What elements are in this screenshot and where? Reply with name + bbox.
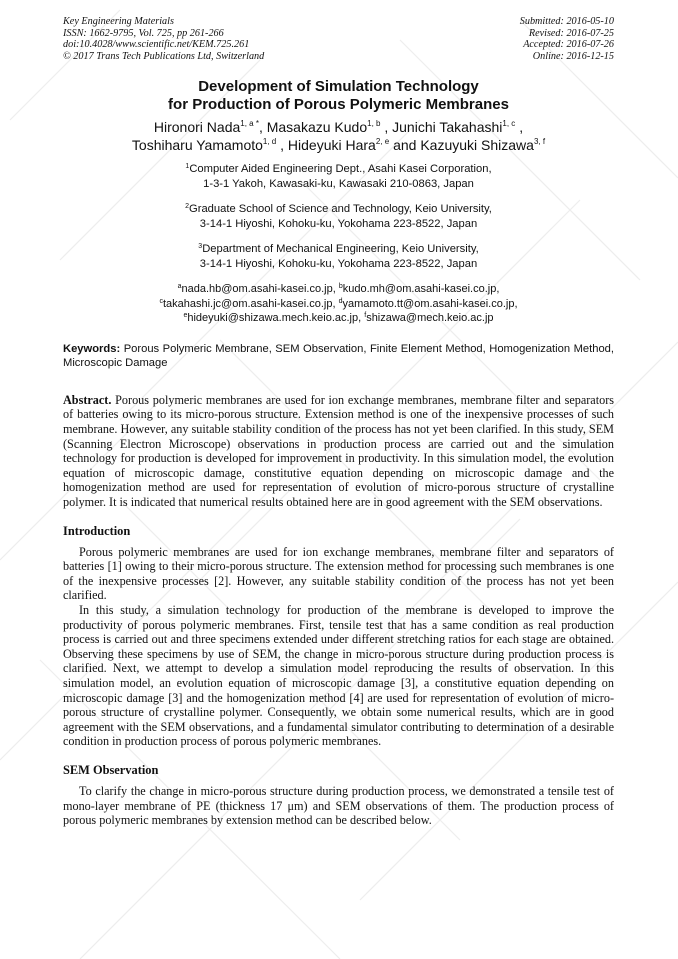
keywords-text: Porous Polymeric Membrane, SEM Observation, Finite Element Method, Homogenization Method, Microscopic Damage [63, 342, 614, 369]
email-link[interactable]: shizawa@mech.keio.ac.jp [366, 312, 494, 325]
email-link[interactable]: yamamoto.tt@om.asahi-kasei.co.jp, [342, 297, 518, 310]
email-mark: f [364, 312, 367, 320]
author-affil-mark: 1, a * [240, 119, 259, 129]
keywords [63, 342, 614, 370]
paragraph: In this study, a simulation technology for production of the membrane is developed to improve the productivity of porous polymeric membranes. First, tensile test that has a same condition as real production process is carried out and three specimens extended under different stretching ratios for each stage are obtained. Observing these specimens by use of SEM, the change in micro-porous structure during production process is clarified. Next, we attempt to develop a simulation model reproducing the results of observation. In this simulation model, an evolution equation of microscopic damage [3], a constitutive equation depending on microscopic damage [3] and the homogenization method [4] are used for representation of evolution of micro-porous structure of crystalline polymer. Consequently, we obtain some numerical results, which are in good agreement with the SEM observations, and a fundamental simulator contributing to determination of a desirable condition in production process of porous polymeric membranes. [63, 603, 614, 749]
author-affil-mark: 1, d [262, 137, 277, 147]
email-mark: c [159, 297, 163, 305]
journal-name: Key Engineering Materials [63, 16, 174, 27]
journal-doi: doi:10.4028/www.scientific.net/KEM.725.261 [63, 39, 250, 51]
abstract-label: Abstract. [63, 392, 112, 407]
paragraph: To clarify the change in micro-porous structure during production process, we demonstrated a tensile test of mono-layer membrane of PE (thickness 17 μm) and SEM observations of them. The production process of porous polymeric membranes by extension method can be described below. [63, 783, 614, 828]
author-name: and Kazuyuki Shizawa [389, 137, 534, 154]
affiliation-line: 3-14-1 Hiyoshi, Kohoku-ku, Yokohama 223-8522, Japan [199, 258, 478, 271]
affiliation-line: Department of Mechanical Engineering, Keio University, [202, 243, 479, 256]
author-name: , Hideyuki Hara [276, 137, 376, 154]
affiliation-line: 1-3-1 Yakoh, Kawasaki-ku, Kawasaki 210-0863, Japan [203, 178, 474, 191]
publication-dates [520, 16, 614, 62]
section-heading-introduction: Introduction [63, 523, 131, 538]
affiliation [63, 162, 614, 192]
author-line [63, 118, 614, 136]
author-affil-mark: 1, b [367, 119, 381, 129]
section-heading-sem-observation: SEM Observation [63, 762, 159, 777]
abstract-text: Porous polymeric membranes are used for ion exchange membranes, membrane filter and separators of batteries owing to its micro-porous structure. Extension method is one of the inexpensive processes of such membrane. However, any suitable stability condition of the process has not yet been clarified. In this study, SEM (Scanning Electron Microscope) observations in production process are carried out and the simulation technology for production is developed for improvement in productivity. In this simulation model, the evolution equation of microscopic damage, constitutive equation depending on microscopic damage and the homogenization method are used for representation of evolution of micro-porous structure of crystalline polymer. It is indicated that numerical results obtained here are in good agreement with the SEM observations. [63, 392, 614, 510]
abstract [63, 393, 614, 510]
author-name: Hironori Nada [153, 119, 241, 136]
affiliation-line: Computer Aided Engineering Dept., Asahi Kasei Corporation, [189, 163, 492, 176]
author-name: Toshiharu Yamamoto [131, 137, 263, 154]
affiliation-mark: 1 [185, 163, 190, 171]
keywords-label: Keywords: [63, 342, 121, 355]
email-list [63, 282, 614, 326]
email-mark: e [183, 312, 188, 320]
date-online: Online: 2016-12-15 [532, 50, 614, 62]
author-name: , Masakazu Kudo [258, 119, 368, 136]
journal-header [63, 16, 614, 62]
date-accepted: Accepted: 2016-07-26 [523, 39, 614, 51]
email-mark: a [177, 283, 182, 291]
affiliation-mark: 3 [198, 243, 203, 251]
affiliation [63, 242, 614, 272]
date-revised: Revised: 2016-07-25 [528, 27, 614, 39]
affiliation-line: Graduate School of Science and Technology, Keio University, [189, 203, 492, 216]
title-line: for Production of Porous Polymeric Membranes [168, 96, 509, 114]
journal-copyright: © 2017 Trans Tech Publications Ltd, Switzerland [63, 50, 265, 62]
author-affil-mark: 1, c [502, 119, 516, 129]
email-mark: b [338, 283, 343, 291]
title-line: Development of Simulation Technology [198, 78, 479, 96]
author-separator: , [515, 119, 524, 136]
affiliation [63, 202, 614, 232]
author-name: , Junichi Takahashi [380, 119, 503, 136]
email-link[interactable]: hideyuki@shizawa.mech.keio.ac.jp, [187, 312, 365, 325]
affiliation-mark: 2 [185, 203, 190, 211]
date-submitted: Submitted: 2016-05-10 [519, 16, 614, 27]
author-affil-mark: 2, e [375, 137, 390, 147]
paper-title [63, 78, 614, 114]
author-list [63, 118, 614, 154]
email-link[interactable]: kudo.mh@om.asahi-kasei.co.jp, [342, 283, 500, 296]
paragraph: Porous polymeric membranes are used for ion exchange membranes, membrane filter and separators of batteries [1] owing to their micro-porous structure. The extension method for processing such membranes is one of the inexpensive processes [2]. However, any suitable stability condition of the process has not yet been clarified. [63, 544, 614, 603]
author-line [63, 136, 614, 154]
affiliation-line: 3-14-1 Hiyoshi, Kohoku-ku, Yokohama 223-8522, Japan [199, 218, 478, 231]
article [63, 16, 614, 828]
journal-info [63, 16, 264, 62]
author-affil-mark: 3, f [533, 137, 546, 147]
journal-issn: ISSN: 1662-9795, Vol. 725, pp 261-266 [63, 27, 224, 39]
email-link[interactable]: nada.hb@om.asahi-kasei.co.jp, [181, 283, 339, 296]
email-mark: d [338, 297, 343, 305]
email-link[interactable]: takahashi.jc@om.asahi-kasei.co.jp, [162, 297, 339, 310]
